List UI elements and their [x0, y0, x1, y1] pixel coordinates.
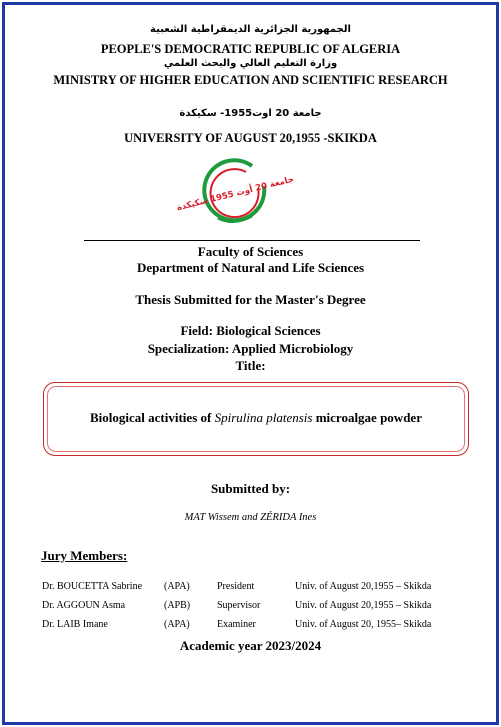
title-species: Spirulina platensis [214, 410, 313, 425]
university-name: UNIVERSITY OF AUGUST 20,1955 -SKIKDA [124, 131, 377, 145]
thesis-title [44, 410, 468, 426]
jury-row [0, 581, 501, 595]
jury-grade: (APA) [164, 581, 190, 592]
thesis-purpose: Thesis Submitted for the Master's Degree [135, 292, 366, 307]
university-logo [175, 156, 296, 226]
arabic-university-text: جامعة 20 اوت1955- سكيكدة [179, 108, 322, 119]
ministry-name: MINISTRY OF HIGHER EDUCATION AND SCIENTIFIC RESEARCH [53, 73, 448, 87]
arabic-ministry-text: وزارة التعليم العالي والبحث العلمي [163, 58, 338, 69]
logo-text: جامعة 20 أوت 1955 سكيكدة [175, 174, 296, 214]
jury-row [0, 600, 501, 614]
jury-institution: Univ. of August 20,1955 – Skikda [295, 581, 432, 592]
submitted-by-label: Submitted by: [210, 481, 291, 496]
jury-grade: (APB) [164, 600, 191, 611]
jury-role: Supervisor [217, 600, 261, 611]
arabic-republic-text: الجمهورية الجزائرية الديمقراطية الشعبية [150, 24, 351, 35]
department-name: Department of Natural and Life Sciences [136, 260, 365, 275]
title-label: Title: [235, 358, 266, 373]
republic-name: PEOPLE'S DEMOCRATIC REPUBLIC OF ALGERIA [100, 42, 401, 56]
field-label: Field: Biological Sciences [180, 323, 321, 338]
title-prefix: Biological activities of [90, 410, 215, 425]
jury-row [0, 619, 501, 633]
faculty-name: Faculty of Sciences [197, 244, 304, 259]
academic-year: Academic year 2023/2024 [179, 638, 322, 653]
jury-role: Examiner [217, 619, 256, 630]
jury-institution: Univ. of August 20,1955 – Skikda [295, 600, 432, 611]
jury-name: Dr. BOUCETTA Sabrine [42, 581, 143, 592]
jury-name: Dr. AGGOUN Asma [42, 600, 126, 611]
specialization-label: Specialization: Applied Microbiology [147, 341, 354, 356]
jury-institution: Univ. of August 20, 1955– Skikda [295, 619, 432, 630]
jury-grade: (APA) [164, 619, 190, 630]
jury-heading: Jury Members: [41, 548, 128, 563]
authors-names: MAT Wissem and ZÉRIDA Ines [184, 512, 317, 523]
jury-role: President [217, 581, 255, 592]
title-suffix: microalgae powder [312, 410, 422, 425]
jury-name: Dr. LAIB Imane [42, 619, 108, 630]
horizontal-divider [84, 240, 420, 241]
thesis-title-box [43, 382, 469, 456]
